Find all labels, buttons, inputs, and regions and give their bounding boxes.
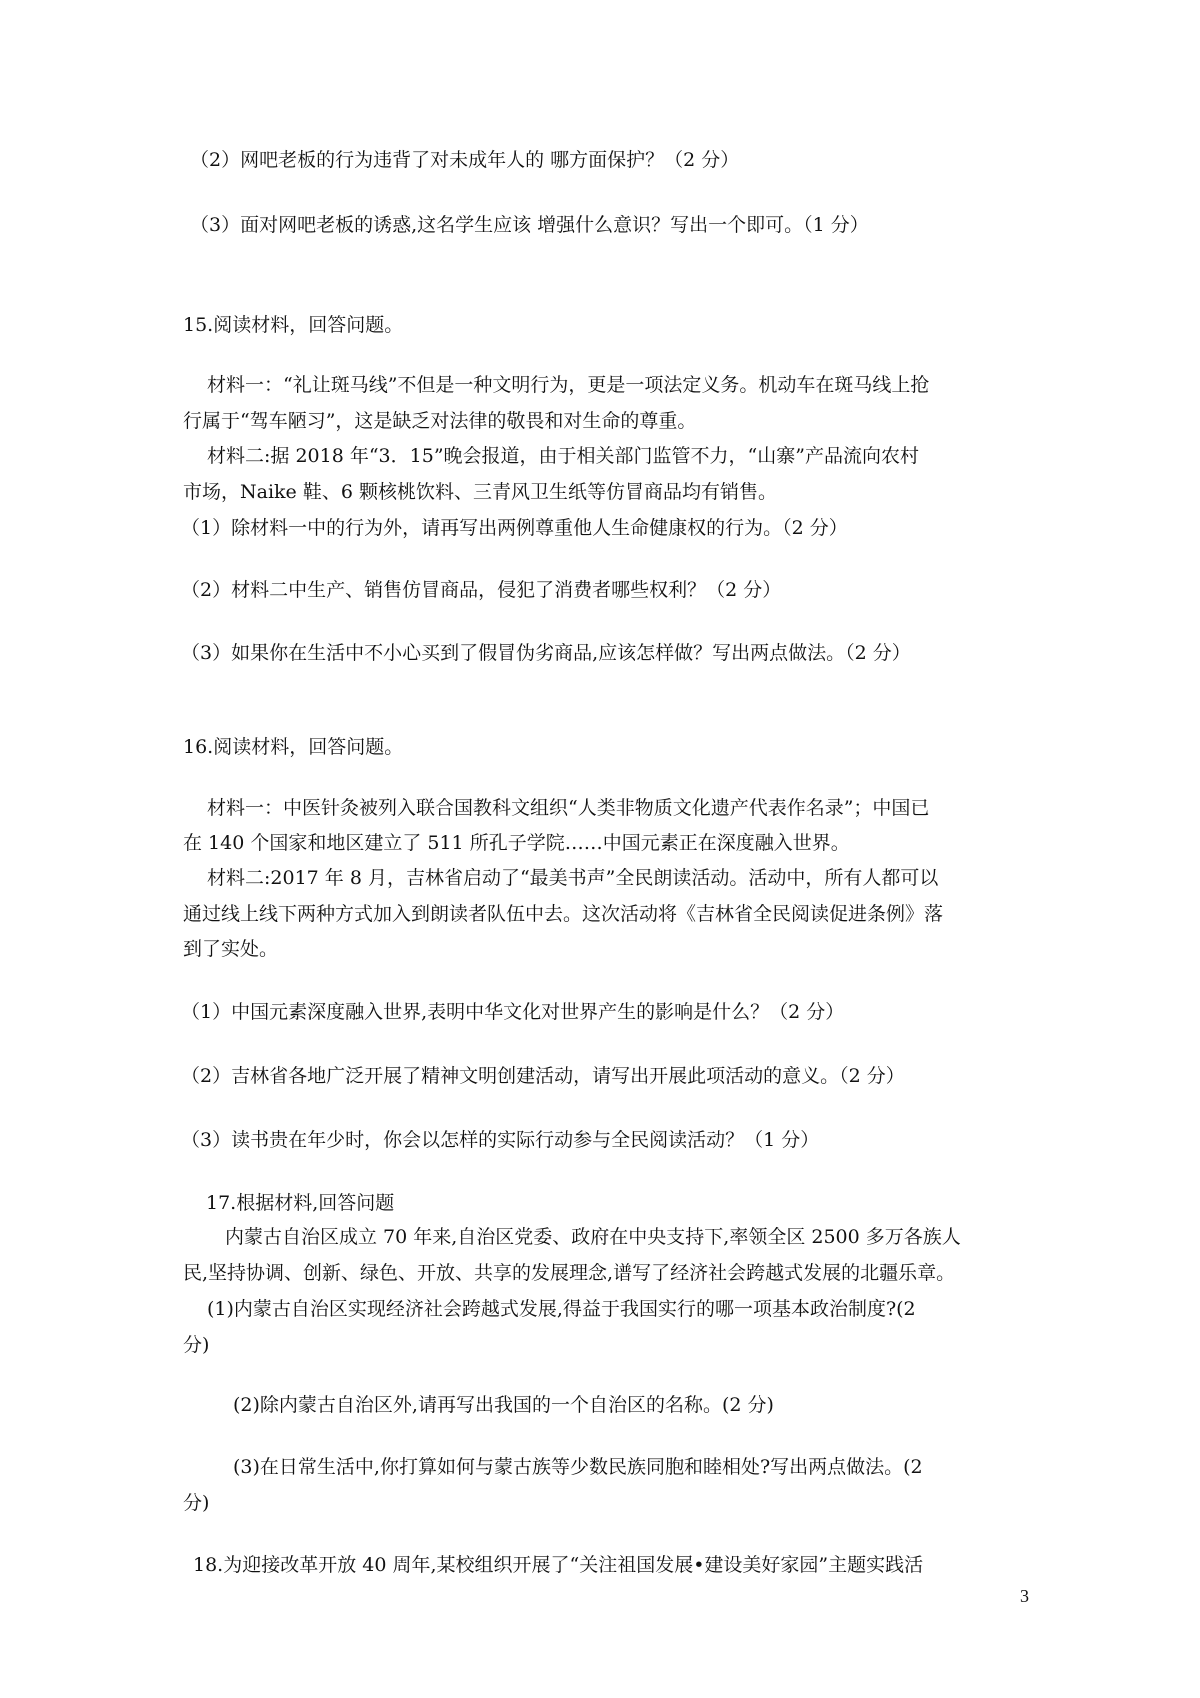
q17-sub3-line1: (3)在日常生活中,你打算如何与蒙古族等少数民族同胞和睦相处?写出两点做法。(2 [233,1456,923,1478]
q15-sub3: （3）如果你在生活中不小心买到了假冒伪劣商品,应该怎样做？写出两点做法。（2 分） [181,642,911,664]
q15-material1-line2: 行属于“驾车陋习”，这是缺乏对法律的敬畏和对生命的尊重。 [183,410,697,432]
q14-sub3: （3）面对网吧老板的诱惑,这名学生应该 增强什么意识？写出一个即可。（1 分） [190,214,869,236]
q16-material2-line1: 材料二:2017 年 8 月，吉林省启动了“最美书声”全民朗读活动。活动中，所有人都可以 [207,867,939,889]
q17-paragraph-line1: 内蒙古自治区成立 70 年来,自治区党委、政府在中央支持下,率领全区 2500 多万各族人 [225,1226,961,1248]
q17-sub3-line2: 分) [183,1492,210,1514]
q15-sub2: （2）材料二中生产、销售仿冒商品，侵犯了消费者哪些权利？（2 分） [181,579,782,601]
q17-sub1-line1: (1)内蒙古自治区实现经济社会跨越式发展,得益于我国实行的哪一项基本政治制度?(2 [207,1298,916,1320]
q15-material2-line1: 材料二:据 2018 年“3．15”晚会报道，由于相关部门监管不力，“山寨”产品流向农村 [207,445,919,467]
q16-material2-line3: 到了实处。 [183,938,279,960]
q15-sub1: （1）除材料一中的行为外，请再写出两例尊重他人生命健康权的行为。（2 分） [181,517,848,539]
q17-paragraph-line2: 民,坚持协调、创新、绿色、开放、共享的发展理念,谱写了经济社会跨越式发展的北疆乐章。 [183,1262,956,1284]
q16-sub1: （1）中国元素深度融入世界,表明中华文化对世界产生的影响是什么？（2 分） [181,1001,845,1023]
page-number: 3 [1020,1586,1029,1606]
q15-material2-line2: 市场，Naike 鞋、6 颗核桃饮料、三青风卫生纸等仿冒商品均有销售。 [183,481,777,503]
q14-sub2: （2）网吧老板的行为违背了对未成年人的 哪方面保护？（2 分） [190,149,740,171]
q15-title: 15.阅读材料，回答问题。 [183,314,404,336]
q16-sub3: （3）读书贵在年少时，你会以怎样的实际行动参与全民阅读活动？（1 分） [181,1129,820,1151]
q15-material1-line1: 材料一：“礼让斑马线”不但是一种文明行为，更是一项法定义务。机动车在斑马线上抢 [207,374,930,396]
q16-material1-line2: 在 140 个国家和地区建立了 511 所孔子学院……中国元素正在深度融入世界。 [183,832,850,854]
q16-sub2: （2）吉林省各地广泛开展了精神文明创建活动，请写出开展此项活动的意义。（2 分） [181,1065,905,1087]
q17-sub1-line2: 分) [183,1334,210,1356]
q16-material1-line1: 材料一：中医针灸被列入联合国教科文组织“人类非物质文化遗产代表作名录”；中国已 [207,797,930,819]
q17-title: 17.根据材料,回答问题 [206,1192,395,1214]
q18-line1: 18.为迎接改革开放 40 周年,某校组织开展了“关注祖国发展•建设美好家园”主题实践活 [193,1554,924,1576]
q17-sub2: (2)除内蒙古自治区外,请再写出我国的一个自治区的名称。(2 分) [233,1394,774,1416]
q16-title: 16.阅读材料，回答问题。 [183,736,404,758]
q16-material2-line2: 通过线上线下两种方式加入到朗读者队伍中去。这次活动将《吉林省全民阅读促进条例》落 [183,903,944,925]
